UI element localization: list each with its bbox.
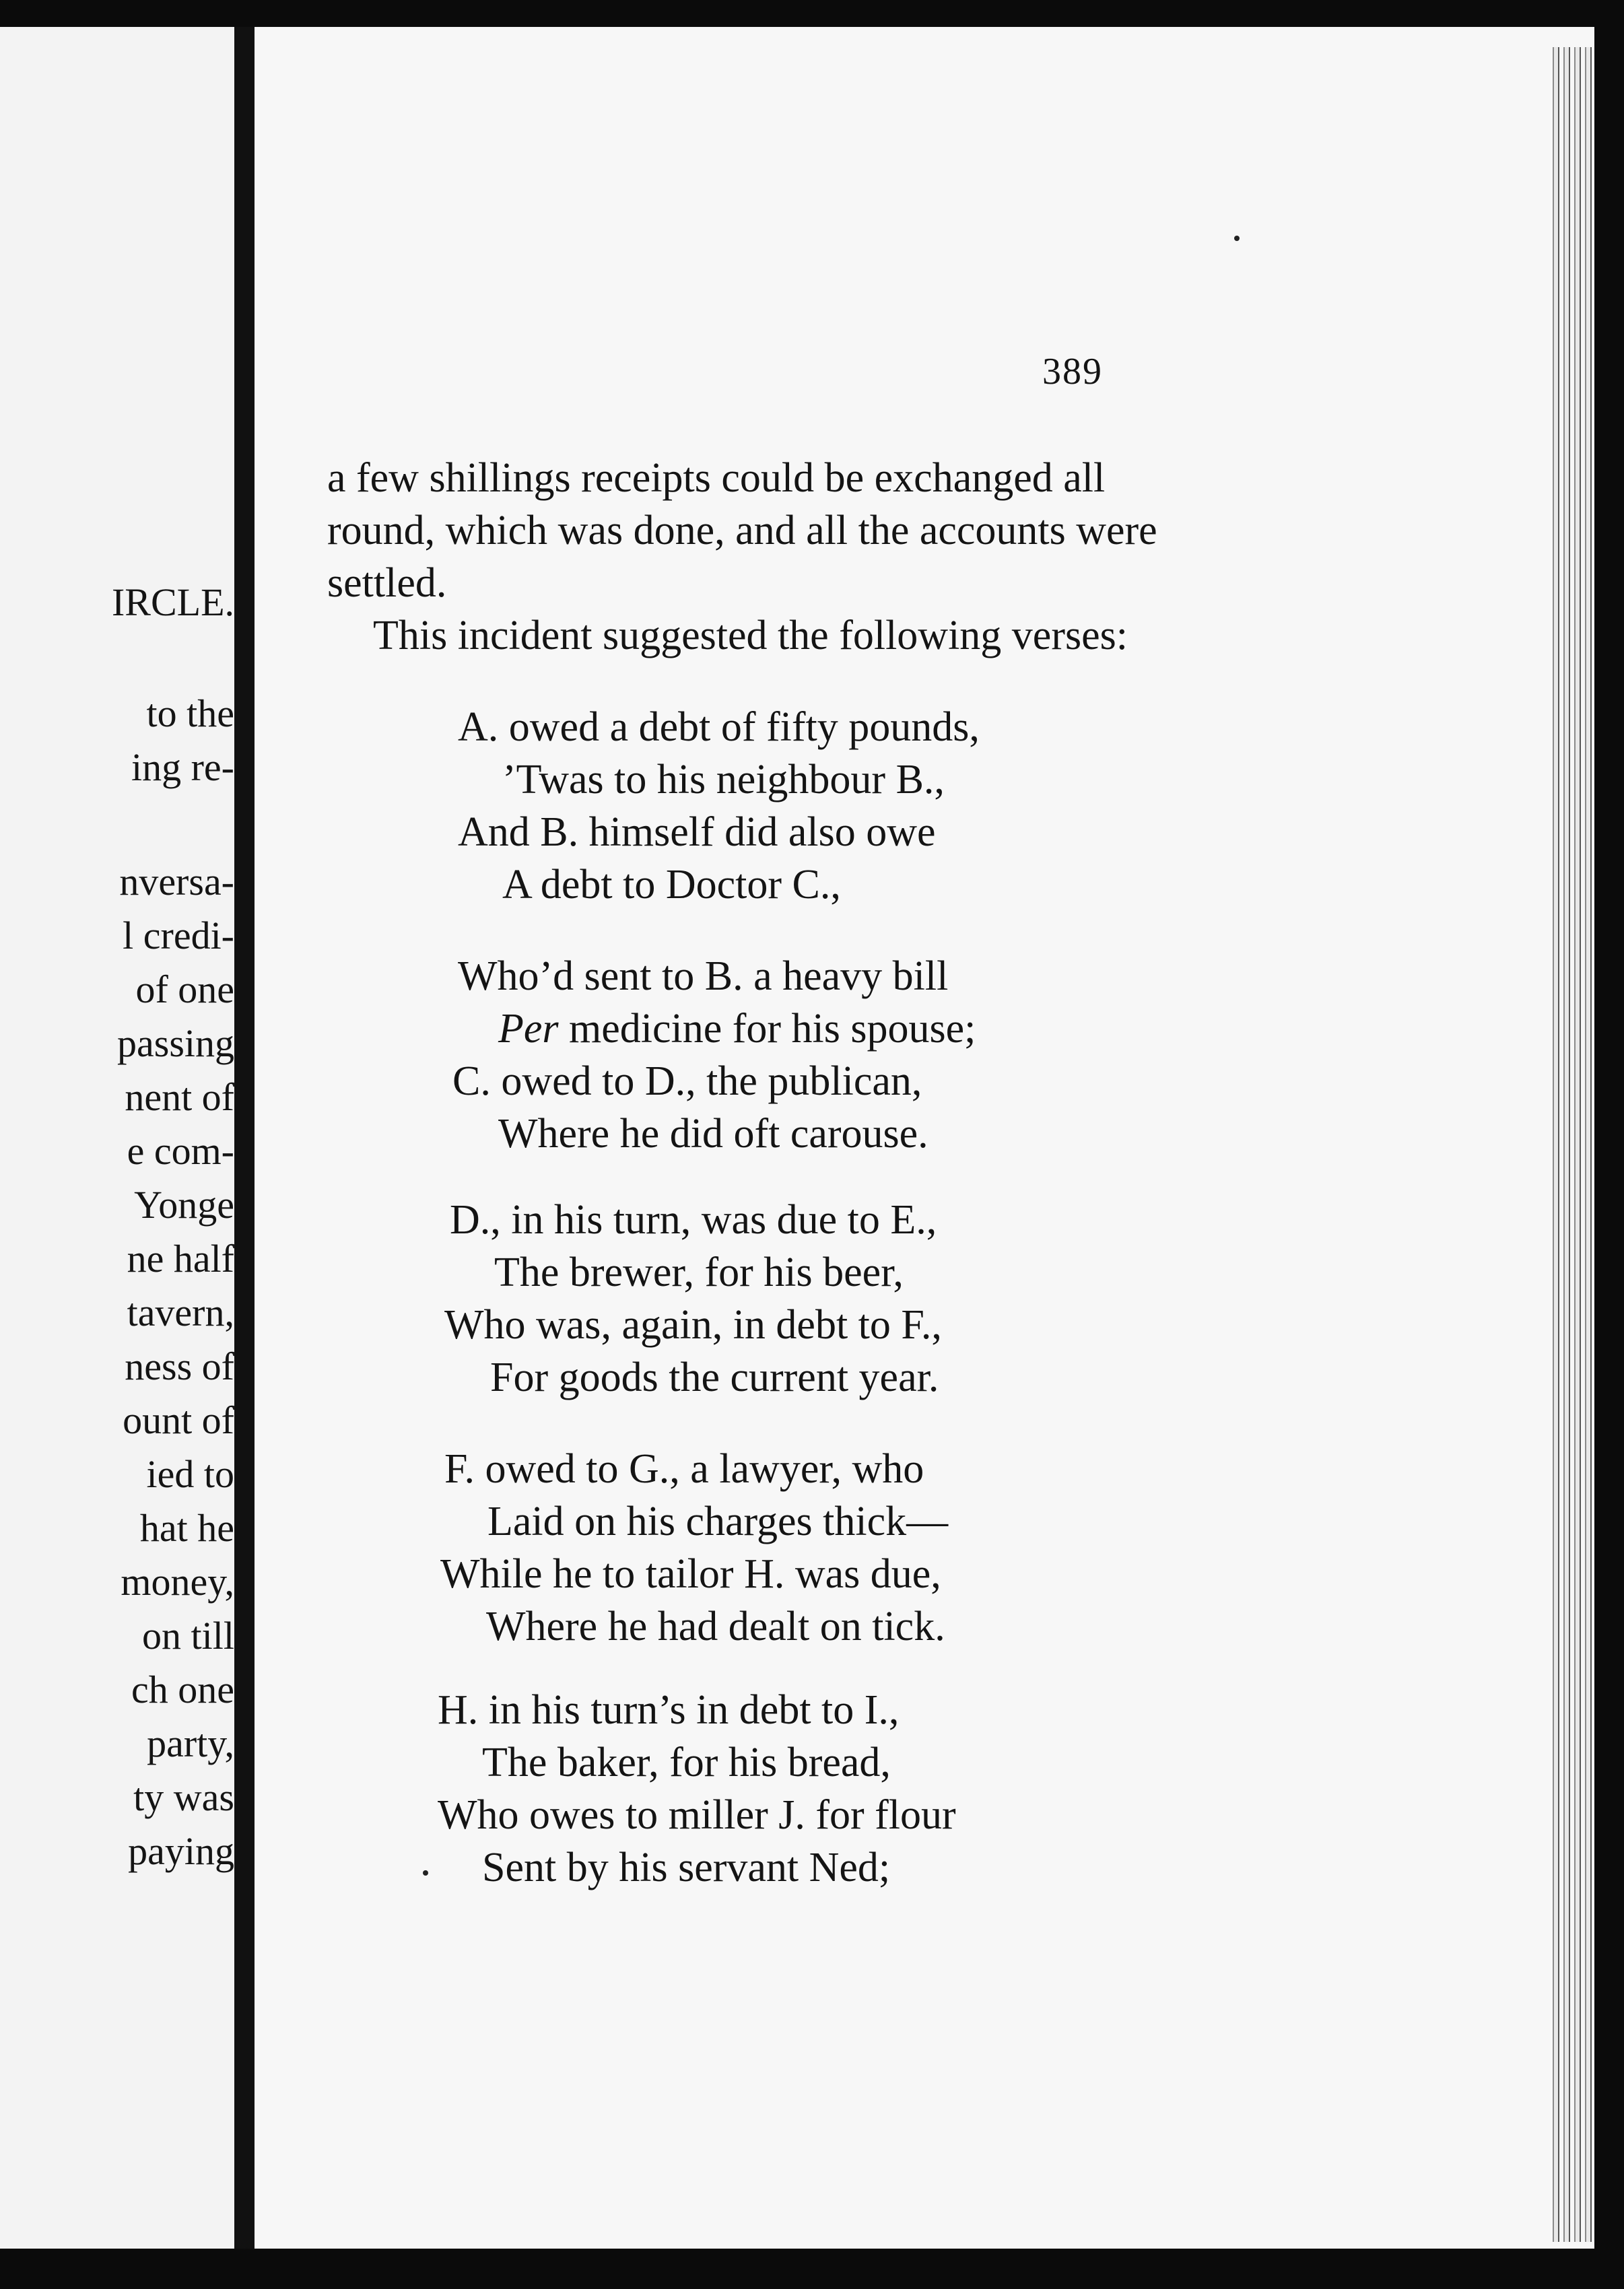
left-line: money, xyxy=(121,1560,234,1604)
verse-line: Where he did oft carouse. xyxy=(498,1111,928,1157)
verse-line: And B. himself did also owe xyxy=(458,809,936,855)
left-line: paying xyxy=(128,1829,234,1873)
verse-text: medicine for his spouse; xyxy=(558,1006,976,1052)
right-page xyxy=(255,27,1594,2249)
verse-line: Who was, again, in debt to F., xyxy=(444,1302,942,1348)
verse-line: Laid on his charges thick— xyxy=(487,1499,949,1544)
left-line: l credi- xyxy=(123,914,234,957)
left-line: IRCLE. xyxy=(111,580,234,624)
verse-line: Sent by his servant Ned; xyxy=(482,1845,891,1890)
left-line: Yonge xyxy=(134,1183,234,1227)
book-gutter xyxy=(234,27,255,2249)
verse-line xyxy=(498,1002,976,1056)
italic-word: Per xyxy=(498,1006,559,1052)
left-line: passing xyxy=(117,1021,234,1065)
left-line: party, xyxy=(147,1721,234,1765)
verse-line: Who’d sent to B. a heavy bill xyxy=(458,953,949,999)
verse-line: The baker, for his bread, xyxy=(482,1740,891,1785)
verse-line: A. owed a debt of fifty pounds, xyxy=(458,704,980,750)
verse-line: A debt to Doctor C., xyxy=(502,862,841,908)
left-page xyxy=(0,27,234,2249)
left-line: ied to xyxy=(146,1452,234,1496)
left-line: ty was xyxy=(133,1775,234,1819)
prose-line: round, which was done, and all the accounts were xyxy=(327,508,1157,553)
left-line: to the xyxy=(146,691,234,735)
left-line: ch one xyxy=(131,1668,234,1711)
verse-line: D., in his turn, was due to E., xyxy=(450,1197,937,1243)
verse-line: For goods the current year. xyxy=(490,1355,939,1400)
left-line: e com- xyxy=(127,1129,234,1173)
verse-line: ’Twas to his neighbour B., xyxy=(502,757,945,802)
page-number: 389 xyxy=(1042,351,1103,392)
verse-line: The brewer, for his beer, xyxy=(494,1250,904,1295)
prose-line: This incident suggested the following verses: xyxy=(373,613,1128,658)
page-edges xyxy=(1549,47,1594,2242)
left-line: hat he xyxy=(139,1506,234,1550)
verse-line: C. owed to D., the publican, xyxy=(452,1058,922,1104)
ink-speck xyxy=(423,1870,428,1876)
verse-line: Who owes to miller J. for flour xyxy=(438,1792,956,1838)
verse-line: F. owed to G., a lawyer, who xyxy=(444,1446,924,1492)
prose-line: a few shillings receipts could be exchanged all xyxy=(327,455,1106,501)
left-line: ness of xyxy=(125,1344,234,1388)
left-line: of one xyxy=(135,967,234,1011)
left-line: ing re- xyxy=(131,745,234,789)
left-line: nversa- xyxy=(119,860,234,903)
verse-line: Where he had dealt on tick. xyxy=(486,1604,945,1649)
ink-speck xyxy=(1234,236,1240,241)
prose-line: settled. xyxy=(327,560,447,606)
left-line: tavern, xyxy=(127,1291,234,1334)
left-line: ne half xyxy=(127,1237,234,1280)
left-line: nent of xyxy=(125,1075,234,1119)
verse-line: H. in his turn’s in debt to I., xyxy=(438,1687,900,1733)
verse-line: While he to tailor H. was due, xyxy=(440,1551,941,1597)
left-line: ount of xyxy=(123,1398,234,1442)
left-line: on till xyxy=(142,1614,234,1658)
